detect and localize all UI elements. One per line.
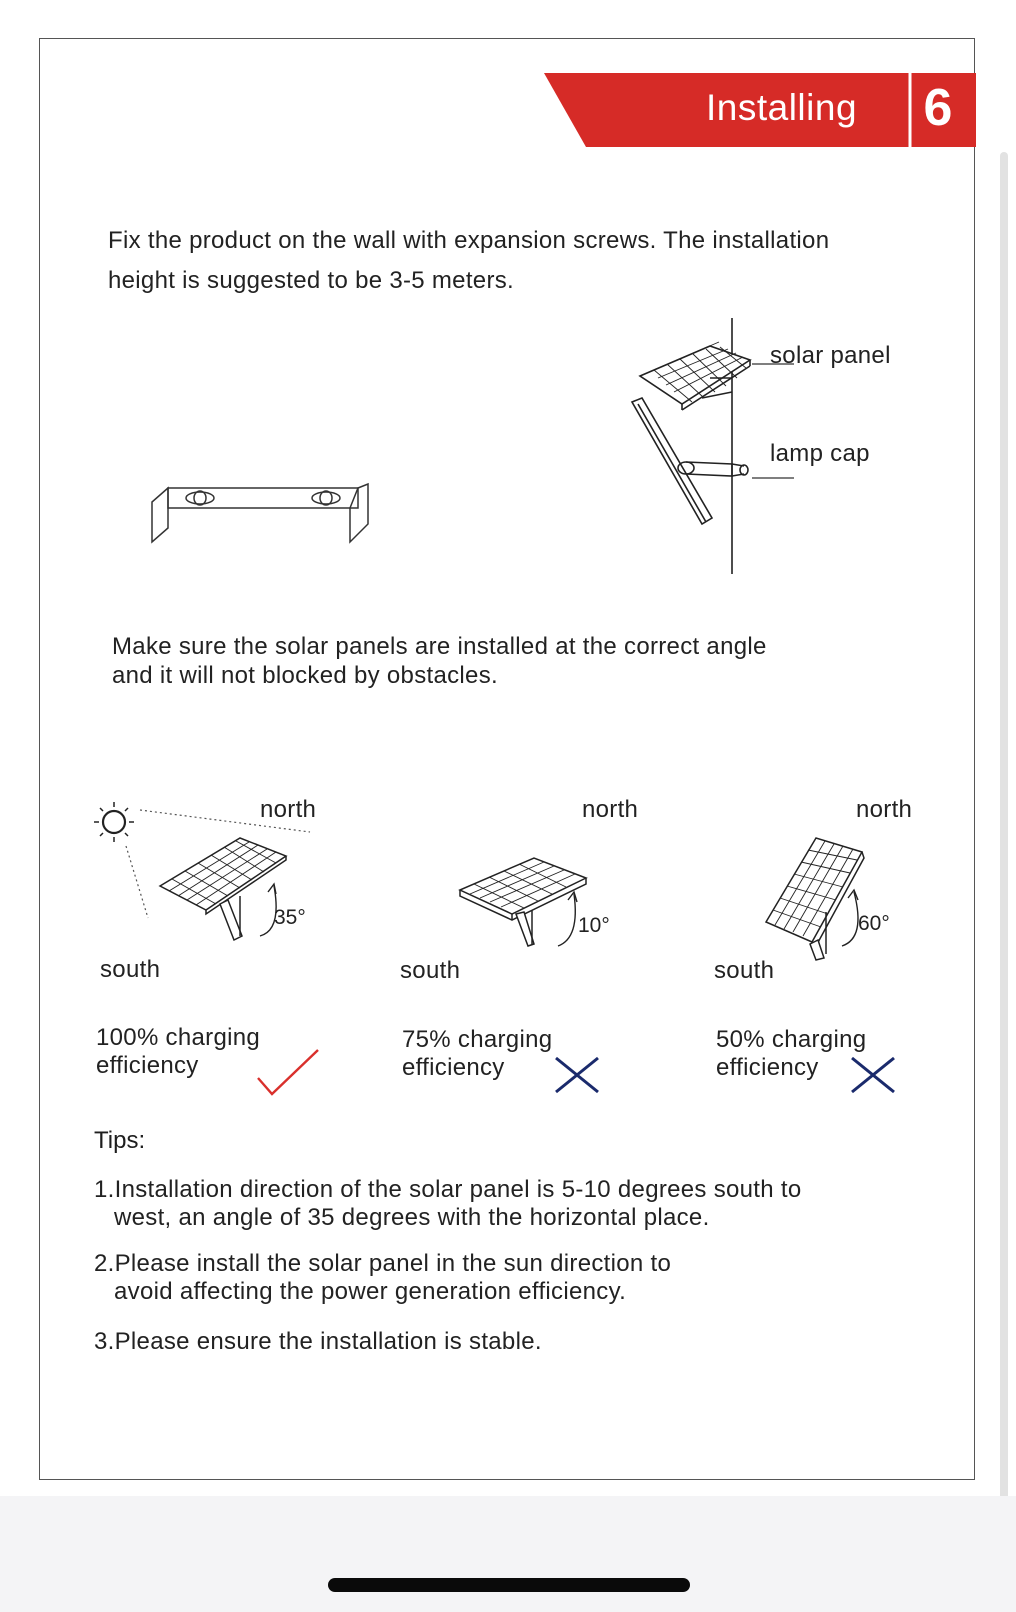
efficiency-75-line-2: efficiency bbox=[402, 1054, 505, 1081]
page-number: 6 bbox=[923, 79, 953, 137]
efficiency-100-line-2: efficiency bbox=[96, 1052, 199, 1079]
north-label-3: north bbox=[856, 796, 913, 823]
angle-label-10: 10° bbox=[578, 914, 610, 937]
lamp-cap-label: lamp cap bbox=[770, 440, 870, 467]
scrollbar[interactable] bbox=[1000, 152, 1008, 1510]
efficiency-50-line-2: efficiency bbox=[716, 1054, 819, 1081]
cross-icon-50 bbox=[850, 1056, 896, 1094]
check-icon bbox=[256, 1048, 320, 1098]
efficiency-100-line-1: 100% charging bbox=[96, 1024, 261, 1051]
tip-3-line-1: 3.Please ensure the installation is stable. bbox=[94, 1328, 542, 1355]
north-label-2: north bbox=[582, 796, 639, 823]
angle-note bbox=[112, 632, 912, 690]
south-label-2: south bbox=[400, 957, 461, 984]
tip-2-line-1: 2.Please install the solar panel in the sun direction to bbox=[94, 1250, 672, 1277]
efficiency-50-line-1: 50% charging bbox=[716, 1026, 867, 1053]
angle-label-35: 35° bbox=[274, 906, 306, 929]
section-title: Installing bbox=[706, 87, 858, 128]
footer-band bbox=[0, 1496, 1016, 1612]
efficiency-100 bbox=[96, 1024, 260, 1080]
angle-note-line-1: Make sure the solar panels are installed at the correct angle bbox=[112, 633, 767, 660]
angle-note-line-2: and it will not blocked by obstacles. bbox=[112, 662, 498, 689]
tip-item-3 bbox=[94, 1328, 542, 1356]
home-indicator[interactable] bbox=[328, 1578, 690, 1592]
intro-line-1: Fix the product on the wall with expansion screws. The installation bbox=[108, 227, 830, 254]
intro-line-2: height is suggested to be 3-5 meters. bbox=[108, 267, 514, 294]
efficiency-50 bbox=[716, 1026, 866, 1082]
north-label-1: north bbox=[260, 796, 317, 823]
tips-title: Tips: bbox=[94, 1127, 146, 1154]
cross-icon-75 bbox=[554, 1056, 600, 1094]
south-label-1: south bbox=[100, 956, 161, 983]
efficiency-75 bbox=[402, 1026, 552, 1082]
efficiency-75-line-1: 75% charging bbox=[402, 1026, 553, 1053]
tip-2-line-2: avoid affecting the power generation efficiency. bbox=[114, 1278, 627, 1305]
intro-text bbox=[108, 221, 938, 301]
angle-label-60: 60° bbox=[858, 912, 890, 935]
tip-1-line-2: west, an angle of 35 degrees with the horizontal place. bbox=[114, 1204, 710, 1231]
tip-1-line-1: 1.Installation direction of the solar panel is 5-10 degrees south to bbox=[94, 1176, 802, 1203]
solar-panel-label: solar panel bbox=[770, 342, 891, 369]
wall-bracket-illustration bbox=[148, 484, 372, 546]
tip-item-2 bbox=[94, 1250, 671, 1306]
tip-item-1 bbox=[94, 1176, 802, 1232]
south-label-3: south bbox=[714, 957, 775, 984]
